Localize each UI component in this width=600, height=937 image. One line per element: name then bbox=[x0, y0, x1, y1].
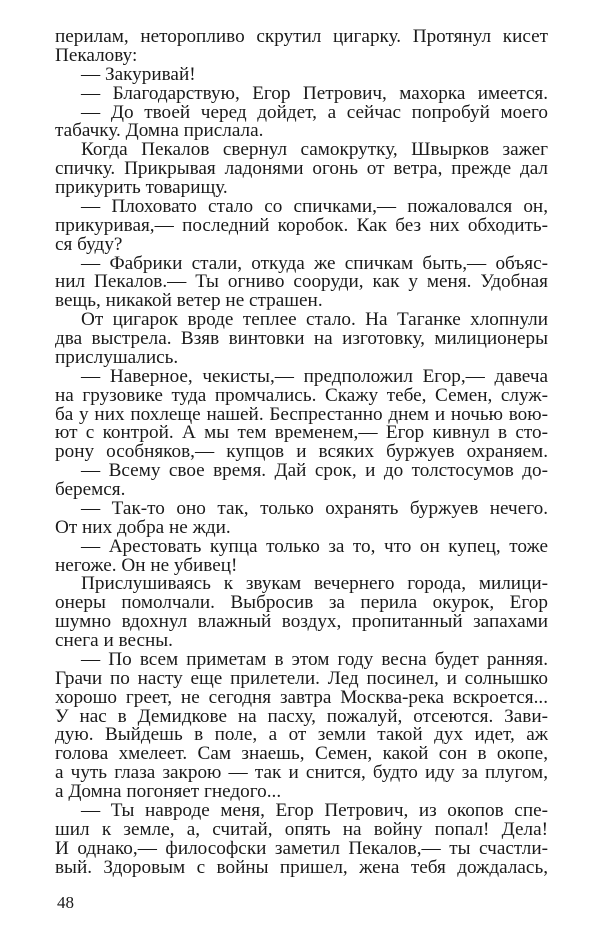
text-line: нил Пекалов.— Ты огниво сооруди, как у меня. Удобная bbox=[55, 271, 548, 293]
text-line: табачку. Домна прислала. bbox=[55, 120, 264, 142]
text-line: ба у них похлеще нашей. Беспрестанно днем и ночью вою- bbox=[55, 403, 548, 425]
text-line: два выстрела. Взяв винтовки на изготовку, милиционеры bbox=[55, 328, 548, 349]
page-number: 48 bbox=[57, 893, 74, 912]
text-line: а чуть глаза закрою — так и снится, будто иду за плугом, bbox=[55, 762, 548, 784]
text-line: хорошо греет, не сегодня завтра Москва-река вскроется... bbox=[55, 686, 548, 708]
text-line: а Домна погоняет гнедого... bbox=[55, 781, 282, 802]
text-line: на грузовике туда промчались. Скажу тебе, Семен, служ- bbox=[55, 384, 548, 406]
text-line: прикурить товарищу. bbox=[55, 177, 228, 198]
text-line: — До твоей черед дойдет, а сейчас попробуй моего bbox=[81, 101, 548, 123]
text-line: рону особняков,— купцов и всяких буржуев охраняем. bbox=[55, 441, 548, 463]
text-line: Грачи по насту еще прилетели. Лед посинел, и солнышко bbox=[55, 667, 548, 689]
text-line: От них добра не жди. bbox=[55, 516, 231, 538]
text-line: прислушались. bbox=[55, 346, 179, 368]
text-line: У нас в Демидкове на пасху, пожалуй, отсеются. Зави- bbox=[55, 705, 548, 727]
text-line: — По всем приметам в этом году весна будет ранняя. bbox=[81, 648, 548, 670]
text-line: От цигарок вроде теплее стало. На Таганке хлопнули bbox=[81, 309, 548, 331]
text-line: — Фабрики стали, откуда же спичкам быть,— объяс- bbox=[81, 252, 548, 274]
text-line: — Плоховато стало со спичками,— пожаловался он, bbox=[81, 195, 548, 217]
text-line: — Всему свое время. Дай срок, и до толстосумов до- bbox=[81, 460, 548, 482]
text-line: перилам, неторопливо скрутил цигарку. Протянул кисет bbox=[55, 26, 548, 47]
text-line: Пекалову: bbox=[55, 44, 138, 66]
text-line: голова хмелеет. Сам знаешь, Семен, какой сон в окопе, bbox=[55, 743, 548, 765]
text-line: негоже. Он не убивец! bbox=[55, 554, 238, 576]
text-line: Прислушиваясь к звукам вечернего города, милици- bbox=[81, 573, 548, 595]
text-line: И однако,— философски заметил Пекалов,— ты счастли- bbox=[55, 837, 548, 859]
text-line: прикуривая,— последний коробок. Как без них обходить- bbox=[55, 214, 548, 236]
text-line: — Так-то оно так, только охранять буржуев нечего. bbox=[81, 497, 548, 519]
text-line: — Закуривай! bbox=[81, 63, 196, 85]
text-line: беремся. bbox=[55, 479, 126, 500]
text-line: — Благодарствую, Егор Петрович, махорка имеется. bbox=[81, 82, 548, 104]
text-line: спичку. Прикрывая ладонями огонь от ветра, прежде дал bbox=[55, 158, 548, 180]
book-page-text bbox=[55, 28, 548, 877]
text-line: снега и весны. bbox=[55, 630, 173, 651]
text-line: ся буду? bbox=[55, 233, 123, 255]
text-line: онеры помолчали. Выбросив за перила окурок, Егор bbox=[55, 592, 548, 614]
text-line: вый. Здоровым с войны пришел, жена тебя дождалась, bbox=[55, 856, 548, 878]
text-line: дую. Выйдешь в поле, а от земли такой дух идет, аж bbox=[55, 724, 548, 746]
text-line: шил к земле, а, считай, опять на войну попал! Дела! bbox=[55, 818, 548, 840]
text-line: — Наверное, чекисты,— предположил Егор,— давеча bbox=[81, 365, 548, 387]
text-line: шумно вдохнул влажный воздух, пропитанный запахами bbox=[55, 611, 548, 633]
text-line: — Ты навроде меня, Егор Петрович, из окопов спе- bbox=[81, 799, 548, 821]
text-line: ют с контрой. А мы тем временем,— Егор кивнул в сто- bbox=[55, 422, 548, 444]
text-line: вещь, никакой ветер не страшен. bbox=[55, 290, 323, 312]
text-line: — Арестовать купца только за то, что он купец, тоже bbox=[81, 535, 548, 557]
text-line: Когда Пекалов свернул самокрутку, Швырков зажег bbox=[81, 139, 548, 161]
